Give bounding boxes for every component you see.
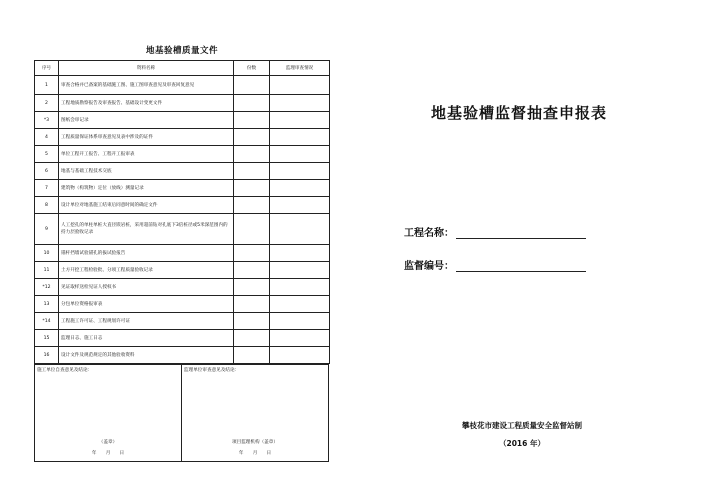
row-name: 分包单位资格报审表 <box>59 296 234 313</box>
row-name: 工程地质勘察报告及审查报告、基础设计变更文件 <box>59 95 234 112</box>
review-cell[interactable] <box>270 129 330 146</box>
supervision-number-label: 监督编号： <box>404 261 454 272</box>
review-cell[interactable] <box>270 296 330 313</box>
row-no: 7 <box>35 180 59 197</box>
construction-conclusion[interactable] <box>35 365 181 461</box>
row-no: 10 <box>35 245 59 262</box>
copies-cell[interactable] <box>234 76 270 95</box>
header-no: 序号 <box>35 61 59 76</box>
review-cell[interactable] <box>270 347 330 364</box>
issuing-office: 攀枝花市建设工程质量安全监督站制 <box>462 421 582 430</box>
row-name: 审查合格并已备案的基础施工图、施工图审查意见及审查回复意见 <box>59 76 234 95</box>
table-row <box>35 245 330 262</box>
row-no: 16 <box>35 347 59 364</box>
review-cell[interactable] <box>270 214 330 245</box>
table-row <box>35 76 330 95</box>
row-no: *14 <box>35 313 59 330</box>
supervision-seal: 项目监理机构（盖章） <box>232 440 278 445</box>
row-name: 单位工程开工报告、工程开工报审表 <box>59 146 234 163</box>
row-name: 监理日志、施工日志 <box>59 330 234 347</box>
supervision-date: 年 月 日 <box>238 451 272 456</box>
table-row <box>35 180 330 197</box>
row-no: 1 <box>35 76 59 95</box>
supervision-number-input[interactable] <box>456 259 586 272</box>
copies-cell[interactable] <box>234 95 270 112</box>
row-name: 土方开挖工程检验批、分项工程质量验收记录 <box>59 262 234 279</box>
header-review: 监理审查情况 <box>270 61 330 76</box>
table-row <box>35 95 330 112</box>
row-name: 设计文件及规范规定的其他验收资料 <box>59 347 234 364</box>
review-cell[interactable] <box>270 112 330 129</box>
row-no: 2 <box>35 95 59 112</box>
table-row <box>35 330 330 347</box>
row-no: 5 <box>35 146 59 163</box>
row-name: 人工挖孔的单柱单桩大直径嵌岩桩，采用超前钻对孔底下3倍桩径或5米深范围内的持力层验收记录 <box>59 214 234 245</box>
review-cell[interactable] <box>270 163 330 180</box>
copies-cell[interactable] <box>234 197 270 214</box>
copies-cell[interactable] <box>234 163 270 180</box>
review-cell[interactable] <box>270 262 330 279</box>
conclusion-section <box>34 364 329 462</box>
row-no: *3 <box>35 112 59 129</box>
left-page-title: 地基验槽质量文件 <box>145 46 218 56</box>
supervision-caption: 监理单位审查意见及结论： <box>184 368 240 373</box>
row-no: 9 <box>35 214 59 245</box>
copies-cell[interactable] <box>234 313 270 330</box>
table-row <box>35 163 330 180</box>
copies-cell[interactable] <box>234 146 270 163</box>
review-cell[interactable] <box>270 313 330 330</box>
form-title: 地基验槽监督抽查申报表 <box>430 104 607 122</box>
row-name: 工程施工许可证、工程规划许可证 <box>59 313 234 330</box>
table-row <box>35 262 330 279</box>
row-name: 图纸会审记录 <box>59 112 234 129</box>
row-name: 建筑物（构筑物）定位（放线）测量记录 <box>59 180 234 197</box>
copies-cell[interactable] <box>234 214 270 245</box>
copies-cell[interactable] <box>234 129 270 146</box>
row-no: *12 <box>35 279 59 296</box>
review-cell[interactable] <box>270 197 330 214</box>
table-row <box>35 296 330 313</box>
row-no: 15 <box>35 330 59 347</box>
table-row <box>35 347 330 364</box>
review-cell[interactable] <box>270 146 330 163</box>
table-row <box>35 146 330 163</box>
row-name: 见证取样送检见证人授权书 <box>59 279 234 296</box>
row-name: 锚杆挡墙试验锚孔的拔试验报告 <box>59 245 234 262</box>
project-name-label: 工程名称： <box>404 228 454 239</box>
review-cell[interactable] <box>270 76 330 95</box>
table-row <box>35 313 330 330</box>
table-row <box>35 112 330 129</box>
copies-cell[interactable] <box>234 180 270 197</box>
review-cell[interactable] <box>270 95 330 112</box>
row-no: 11 <box>35 262 59 279</box>
review-cell[interactable] <box>270 180 330 197</box>
row-no: 4 <box>35 129 59 146</box>
project-name-input[interactable] <box>456 226 586 239</box>
review-cell[interactable] <box>270 279 330 296</box>
construction-date: 年 月 日 <box>91 451 125 456</box>
row-no: 8 <box>35 197 59 214</box>
row-no: 13 <box>35 296 59 313</box>
review-cell[interactable] <box>270 245 330 262</box>
header-copies: 份数 <box>234 61 270 76</box>
issue-year: （2016 年） <box>499 439 545 448</box>
supervision-conclusion[interactable] <box>181 365 328 461</box>
table-row <box>35 279 330 296</box>
copies-cell[interactable] <box>234 296 270 313</box>
table-row <box>35 197 330 214</box>
construction-seal: （盖章） <box>98 440 118 445</box>
copies-cell[interactable] <box>234 245 270 262</box>
supervision-number-field <box>404 257 586 272</box>
row-no: 6 <box>35 163 59 180</box>
copies-cell[interactable] <box>234 347 270 364</box>
copies-cell[interactable] <box>234 279 270 296</box>
project-name-field <box>404 224 586 239</box>
row-name: 设计单位对地基施工结束后同意时间的确定文件 <box>59 197 234 214</box>
row-name: 工程质量保证体系审查意见及表中涉及的证件 <box>59 129 234 146</box>
review-cell[interactable] <box>270 330 330 347</box>
documents-table <box>34 60 330 364</box>
table-row <box>35 214 330 245</box>
row-name: 地基与基础工程技术交底 <box>59 163 234 180</box>
copies-cell[interactable] <box>234 262 270 279</box>
copies-cell[interactable] <box>234 330 270 347</box>
table-row <box>35 129 330 146</box>
header-name: 资料名称 <box>59 61 234 76</box>
copies-cell[interactable] <box>234 112 270 129</box>
construction-caption: 施工单位自查意见及结论： <box>37 368 93 373</box>
